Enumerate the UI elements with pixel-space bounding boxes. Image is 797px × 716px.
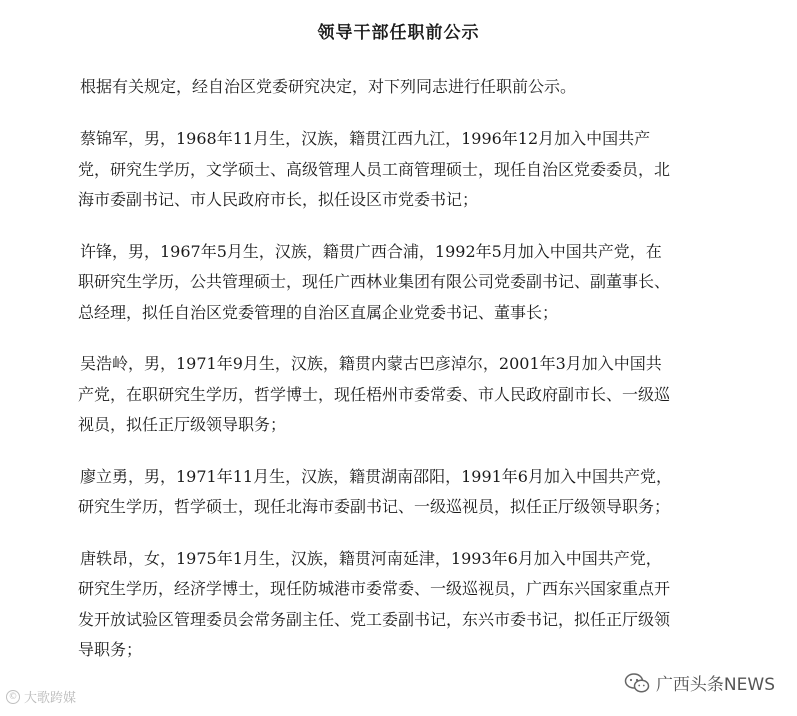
text-line: 蔡锦军，男，1968年11月生，汉族，籍贯江西九江，1996年12月加入中国共产	[80, 129, 651, 148]
paragraph-tang-yiang	[80, 544, 752, 666]
paragraph-liao-liyong	[80, 462, 752, 523]
text-line: 职研究生学历，公共管理硕士，现任广西林业集团有限公司党委副书记、副董事长、	[78, 272, 671, 291]
text-line: 海市委副书记、市人民政府市长，拟任设区市党委书记；	[78, 190, 479, 209]
paragraph-cai-jinjun	[80, 124, 752, 216]
text-line: 廖立勇，男，1971年11月生，汉族，籍贯湖南邵阳，1991年6月加入中国共产党，	[80, 466, 672, 486]
copyright-circle-icon: ©	[6, 690, 20, 704]
paragraph-list	[80, 124, 752, 687]
text-line: 导职务；	[78, 640, 143, 659]
text-line: 产党，在职研究生学历，哲学博士，现任梧州市委常委、市人民政府副市长、一级巡	[78, 384, 671, 404]
watermark-right	[624, 670, 775, 695]
text-line: 唐轶昂，女，1975年1月生，汉族，籍贯河南延津，1993年6月加入中国共产党，	[80, 548, 662, 568]
watermark-left	[6, 687, 76, 706]
text-line: 吴浩岭，男，1971年9月生，汉族，籍贯内蒙古巴彦淖尔，2001年3月加入中国共	[80, 354, 662, 373]
watermark-right-text: 广西头条NEWS	[655, 675, 775, 695]
paragraph-wu-haoling	[80, 349, 752, 441]
wechat-icon	[624, 672, 650, 694]
text-line: 许锋，男，1967年5月生，汉族，籍贯广西合浦，1992年5月加入中国共产党，在	[80, 241, 662, 261]
paragraph-xu-feng	[80, 237, 752, 329]
text-line: 研究生学历，经济学博士，现任防城港市委常委、一级巡视员，广西东兴国家重点开	[78, 579, 671, 598]
page-title: 领导干部任职前公示	[317, 23, 480, 43]
text-line: 发开放试验区管理委员会常务副主任、党工委副书记，东兴市委书记，拟任正厅级领	[78, 609, 671, 629]
text-line: 党，研究生学历，文学硕士、高级管理人员工商管理硕士，现任自治区党委委员，北	[78, 159, 671, 179]
text-line: 研究生学历，哲学硕士，现任北海市委副书记、一级巡视员，拟任正厅级领导职务；	[78, 497, 671, 516]
text-line: 总经理，拟任自治区党委管理的自治区直属企业党委书记、董事长；	[78, 302, 559, 322]
intro-paragraph: 根据有关规定，经自治区党委研究决定，对下列同志进行任职前公示。	[80, 77, 577, 96]
watermark-left-text: 大歌跨媒	[24, 691, 77, 706]
text-line: 视员，拟任正厅级领导职务；	[78, 415, 287, 434]
